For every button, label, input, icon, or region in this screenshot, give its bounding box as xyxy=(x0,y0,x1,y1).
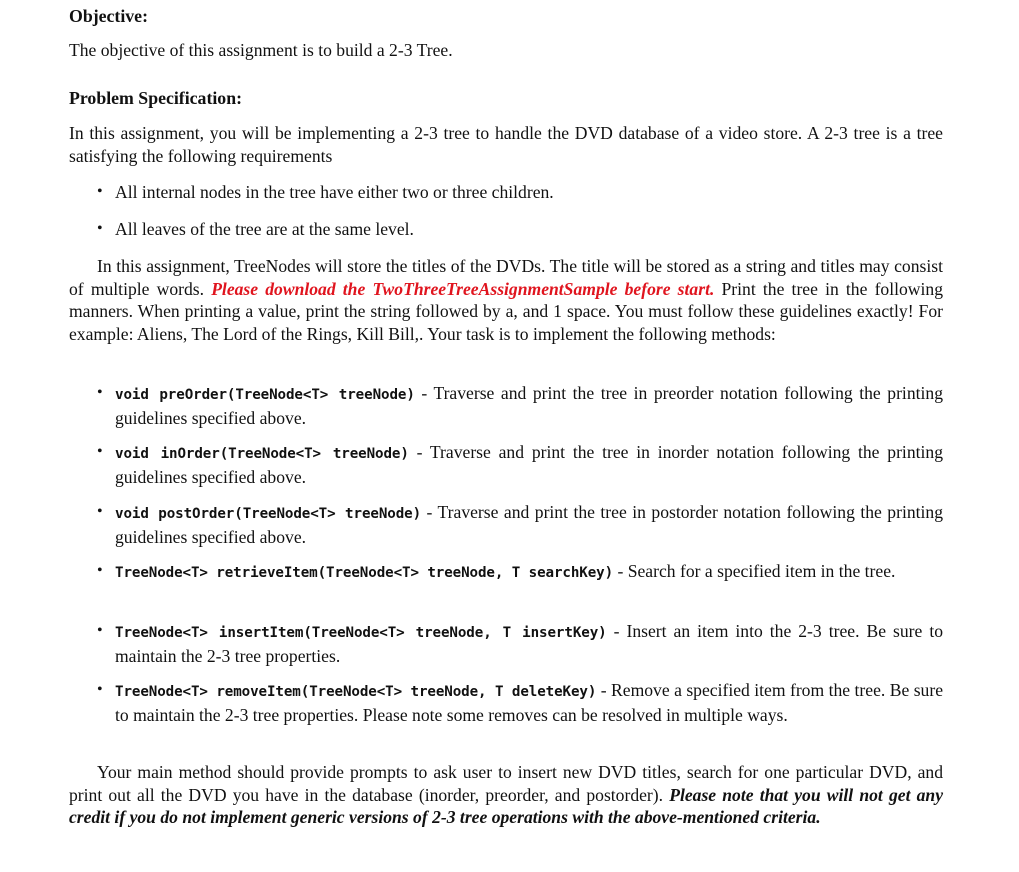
problem-heading: Problem Specification: xyxy=(69,88,243,108)
final-paragraph-start: Your main method should provide prompts to ask user to insert new DVD titles, search for one particular DVD, and print out all the DVD you have in the database (inorder, preorder, and postorder). xyxy=(69,762,943,805)
requirement-text: All leaves of the tree are at the same level. xyxy=(115,219,414,239)
method-description: - Search for a specified item in the tree. xyxy=(613,561,896,581)
method-description: - Traverse and print the tree in inorder notation following the printing guidelines specified above. xyxy=(115,442,943,487)
method-description: - Insert an item into the 2-3 tree. Be sure to maintain the 2-3 tree properties. xyxy=(115,621,944,666)
download-sample-notice: Please download the TwoThreeTreeAssignmentSample before start. xyxy=(211,278,715,299)
method-signature: void postOrder(TreeNode<T> treeNode) xyxy=(115,506,422,522)
requirement-text: All internal nodes in the tree have either two or three children. xyxy=(115,182,554,202)
problem-intro: In this assignment, you will be implementing a 2-3 tree to handle the DVD database of a video store. A 2-3 tree is a tree satisfying the following requirements xyxy=(69,123,943,166)
final-paragraph xyxy=(69,761,943,829)
method-signature: void preOrder(TreeNode<T> treeNode) xyxy=(115,387,415,403)
bullet-icon: • xyxy=(97,443,103,460)
method-item xyxy=(97,382,943,429)
credit-warning: Please note that you will not get any credit if you do not implement generic versions of 2-3 tree operations with the above-mentioned criteria. xyxy=(69,784,944,827)
bullet-icon: • xyxy=(97,503,103,520)
method-item xyxy=(97,441,943,488)
requirement-item xyxy=(97,218,943,241)
method-description: - Traverse and print the tree in preorder notation following the printing guidelines specified above. xyxy=(115,383,943,428)
method-item xyxy=(97,679,943,726)
bullet-icon: • xyxy=(97,220,103,237)
bullet-icon: • xyxy=(97,681,103,698)
bullet-icon: • xyxy=(97,384,103,401)
objective-heading: Objective: xyxy=(69,6,148,26)
objective-text: The objective of this assignment is to build a 2-3 Tree. xyxy=(69,40,453,60)
bullet-icon: • xyxy=(97,183,103,200)
method-signature: void inOrder(TreeNode<T> treeNode) xyxy=(115,446,409,462)
task-paragraph-end: Print the tree in the following manners. When printing a value, print the string followed by a, and 1 space. You must follow these guidelines exactly! For example: Aliens, The Lord of the Rings, Kill Bill,. Your task is to implement the following methods: xyxy=(69,278,943,344)
requirement-item xyxy=(97,181,943,204)
bullet-icon: • xyxy=(97,622,103,639)
task-paragraph-start: In this assignment, TreeNodes will store the titles of the DVDs. The title will be stored as a string and titles may consist of multiple words. xyxy=(69,256,943,299)
task-paragraph xyxy=(69,255,943,345)
bullet-icon: • xyxy=(97,562,103,579)
method-signature: TreeNode<T> insertItem(TreeNode<T> treeNode, T insertKey) xyxy=(115,625,607,641)
method-item xyxy=(97,501,943,548)
method-signature: TreeNode<T> retrieveItem(TreeNode<T> treeNode, T searchKey) xyxy=(115,565,614,581)
method-description: - Remove a specified item from the tree. Be sure to maintain the 2-3 tree properties. Please note some removes can be resolved in multiple ways. xyxy=(115,680,944,725)
method-description: - Traverse and print the tree in postorder notation following the printing guidelines specified above. xyxy=(115,502,943,547)
method-signature: TreeNode<T> removeItem(TreeNode<T> treeNode, T deleteKey) xyxy=(115,684,597,700)
method-item xyxy=(97,560,943,585)
method-item xyxy=(97,620,943,667)
